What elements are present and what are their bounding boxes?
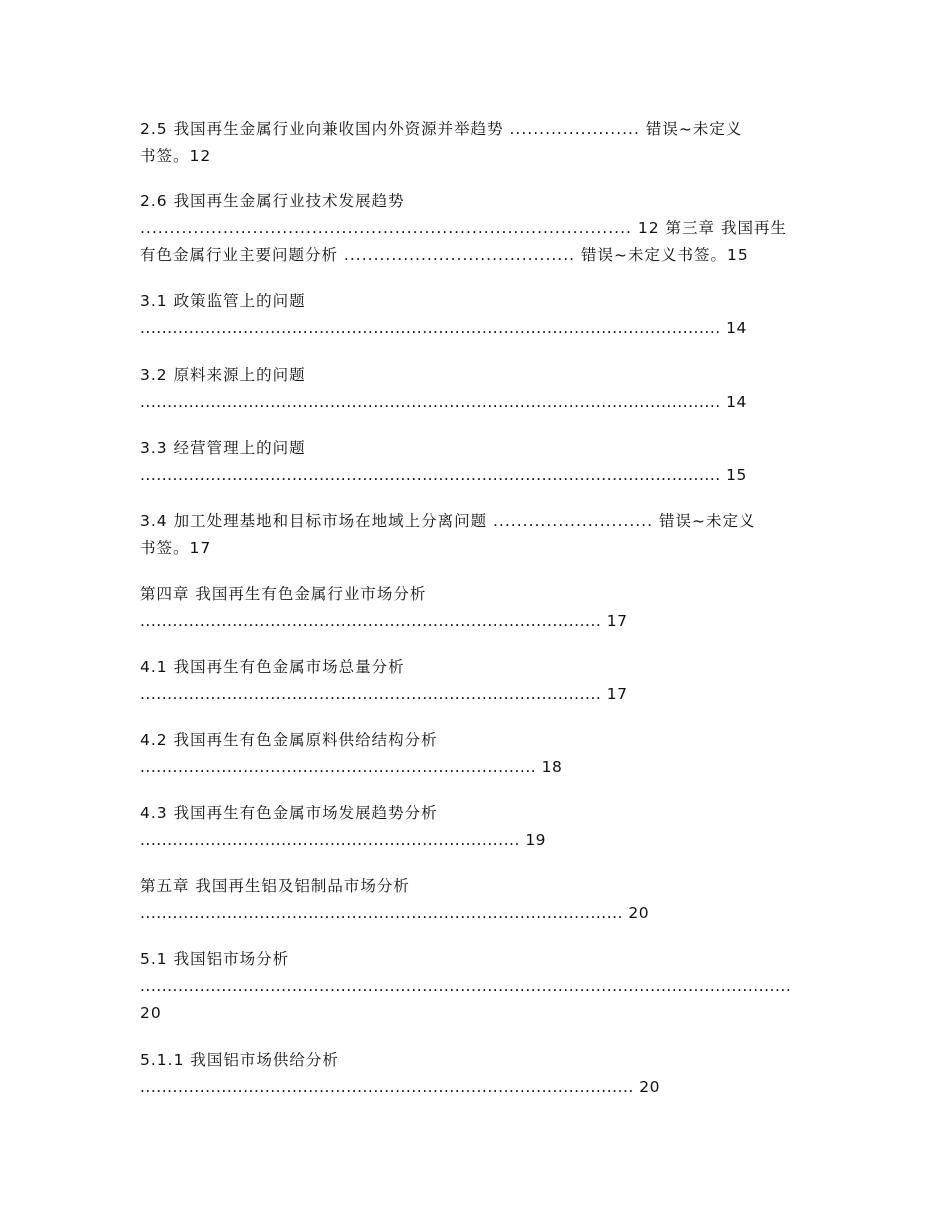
- toc-leader: ........................................................................................................... 14: [140, 393, 747, 411]
- toc-line: 5.1 我国铝市场分析: [140, 950, 290, 968]
- toc-line: 第五章 我国再生铝及铝制品市场分析: [140, 877, 410, 895]
- toc-entry-chapter-5[interactable]: [140, 873, 805, 927]
- toc-leader: ......................................................................... 18: [140, 758, 563, 776]
- toc-leader: ...................................................................... 19: [140, 831, 547, 849]
- toc-line: 书签。12: [140, 147, 212, 165]
- toc-page-number: 20: [140, 1004, 162, 1022]
- toc-line: 第四章 我国再生有色金属行业市场分析: [140, 585, 427, 603]
- toc-leader: ........................................................................................... 20: [140, 1078, 661, 1096]
- toc-entry-4-1[interactable]: [140, 654, 805, 708]
- toc-entry-3-1[interactable]: [140, 288, 805, 342]
- toc-leader: ........................................................................................................... 14: [140, 319, 747, 337]
- toc-leader: ..................................................................................... 17: [140, 685, 628, 703]
- toc-line: 有色金属行业主要问题分析 ....................................... 错误~未定义书签。15: [140, 246, 749, 264]
- toc-line: ................................................................................... 12 第三章 我国再生: [140, 219, 787, 237]
- toc-leader: ........................................................................................................................: [140, 977, 792, 995]
- toc-entry-3-3[interactable]: [140, 435, 805, 489]
- toc-line: 2.5 我国再生金属行业向兼收国内外资源并举趋势 ...................... 错误~未定义: [140, 120, 743, 138]
- toc-line: 4.3 我国再生有色金属市场发展趋势分析: [140, 804, 438, 822]
- toc-leader: ..................................................................................... 17: [140, 612, 628, 630]
- toc-line: 3.1 政策监管上的问题: [140, 292, 306, 310]
- toc-entry-2-5[interactable]: [140, 116, 805, 170]
- toc-entry-3-2[interactable]: [140, 362, 805, 416]
- toc-line: 3.3 经营管理上的问题: [140, 439, 306, 457]
- toc-entry-4-2[interactable]: [140, 727, 805, 781]
- toc-line: 3.2 原料来源上的问题: [140, 366, 306, 384]
- toc-line: 2.6 我国再生金属行业技术发展趋势: [140, 192, 405, 210]
- toc-entry-2-6[interactable]: [140, 188, 805, 269]
- toc-leader: ......................................................................................... 20: [140, 904, 650, 922]
- toc-entry-5-1[interactable]: [140, 946, 805, 1027]
- toc-entry-3-4[interactable]: [140, 508, 805, 562]
- toc-line: 3.4 加工处理基地和目标市场在地域上分离问题 ........................... 错误~未定义: [140, 512, 756, 530]
- toc-line: 书签。17: [140, 539, 212, 557]
- toc-line: 4.2 我国再生有色金属原料供给结构分析: [140, 731, 438, 749]
- toc-entry-5-1-1[interactable]: [140, 1047, 805, 1101]
- toc-entry-chapter-4[interactable]: [140, 581, 805, 635]
- toc-entry-4-3[interactable]: [140, 800, 805, 854]
- toc-line: 4.1 我国再生有色金属市场总量分析: [140, 658, 405, 676]
- toc-leader: ........................................................................................................... 15: [140, 466, 747, 484]
- toc-line: 5.1.1 我国铝市场供给分析: [140, 1051, 339, 1069]
